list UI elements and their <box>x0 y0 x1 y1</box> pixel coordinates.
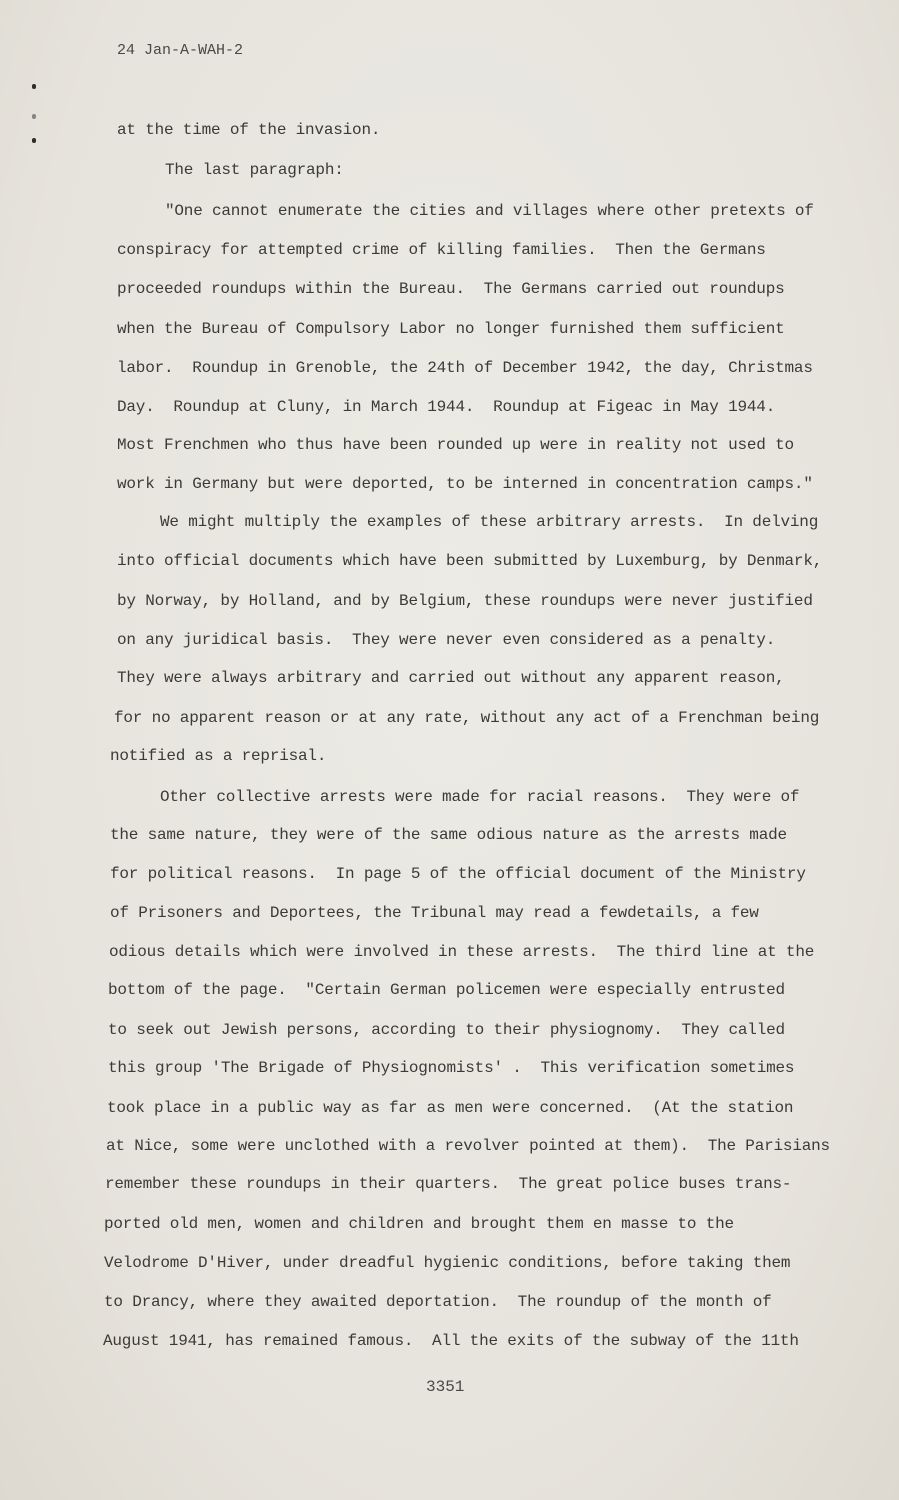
text-line: at Nice, some were unclothed with a revolver pointed at them). The Parisians <box>106 1137 830 1155</box>
margin-mark <box>32 84 36 89</box>
text-line: "One cannot enumerate the cities and villages where other pretexts of <box>165 202 814 220</box>
text-line: We might multiply the examples of these arbitrary arrests. In delving <box>160 513 819 531</box>
text-line: bottom of the page. "Certain German policemen were especially entrusted <box>108 981 785 999</box>
text-line: labor. Roundup in Grenoble, the 24th of December 1942, the day, Christmas <box>117 359 813 377</box>
text-line: Most Frenchmen who thus have been rounded up were in reality not used to <box>117 436 794 454</box>
text-line: this group 'The Brigade of Physiognomists' . This verification sometimes <box>108 1059 795 1077</box>
text-line: work in Germany but were deported, to be interned in concentration camps." <box>117 475 813 493</box>
text-line: on any juridical basis. They were never even considered as a penalty. <box>117 631 776 649</box>
text-line: of Prisoners and Deportees, the Tribunal may read a fewdetails, a few <box>110 904 759 922</box>
text-line: proceeded roundups within the Bureau. The Germans carried out roundups <box>117 280 785 298</box>
text-line: to seek out Jewish persons, according to their physiognomy. They called <box>108 1021 785 1039</box>
text-line: for no apparent reason or at any rate, without any act of a Frenchman being <box>114 709 820 727</box>
text-line: The last paragraph: <box>165 161 344 179</box>
text-line: remember these roundups in their quarters. The great police buses trans- <box>105 1175 792 1193</box>
text-line: conspiracy for attempted crime of killing families. Then the Germans <box>117 241 766 259</box>
margin-mark <box>32 114 36 119</box>
text-line: at the time of the invasion. <box>117 121 381 139</box>
text-line: Velodrome D'Hiver, under dreadful hygienic conditions, before taking them <box>104 1254 791 1272</box>
text-line: to Drancy, where they awaited deportation. The roundup of the month of <box>104 1293 772 1311</box>
page-number: 3351 <box>426 1378 465 1396</box>
text-line: odious details which were involved in these arrests. The third line at the <box>109 943 815 961</box>
text-line: They were always arbitrary and carried out without any apparent reason, <box>117 669 785 687</box>
text-line: when the Bureau of Compulsory Labor no longer furnished them sufficient <box>117 320 785 338</box>
margin-mark <box>32 138 36 143</box>
text-line: for political reasons. In page 5 of the official document of the Ministry <box>110 865 806 883</box>
text-line: by Norway, by Holland, and by Belgium, these roundups were never justified <box>117 592 813 610</box>
text-line: August 1941, has remained famous. All the exits of the subway of the 11th <box>103 1332 799 1350</box>
document-header: 24 Jan-A-WAH-2 <box>117 42 244 59</box>
text-line: into official documents which have been submitted by Luxemburg, by Denmark, <box>117 552 823 570</box>
text-line: took place in a public way as far as men were concerned. (At the station <box>107 1099 794 1117</box>
text-line: notified as a reprisal. <box>110 747 327 765</box>
text-line: Other collective arrests were made for racial reasons. They were of <box>160 788 800 806</box>
text-line: Day. Roundup at Cluny, in March 1944. Roundup at Figeac in May 1944. <box>117 398 776 416</box>
text-line: the same nature, they were of the same odious nature as the arrests made <box>110 826 787 844</box>
text-line: ported old men, women and children and brought them en masse to the <box>104 1215 734 1233</box>
